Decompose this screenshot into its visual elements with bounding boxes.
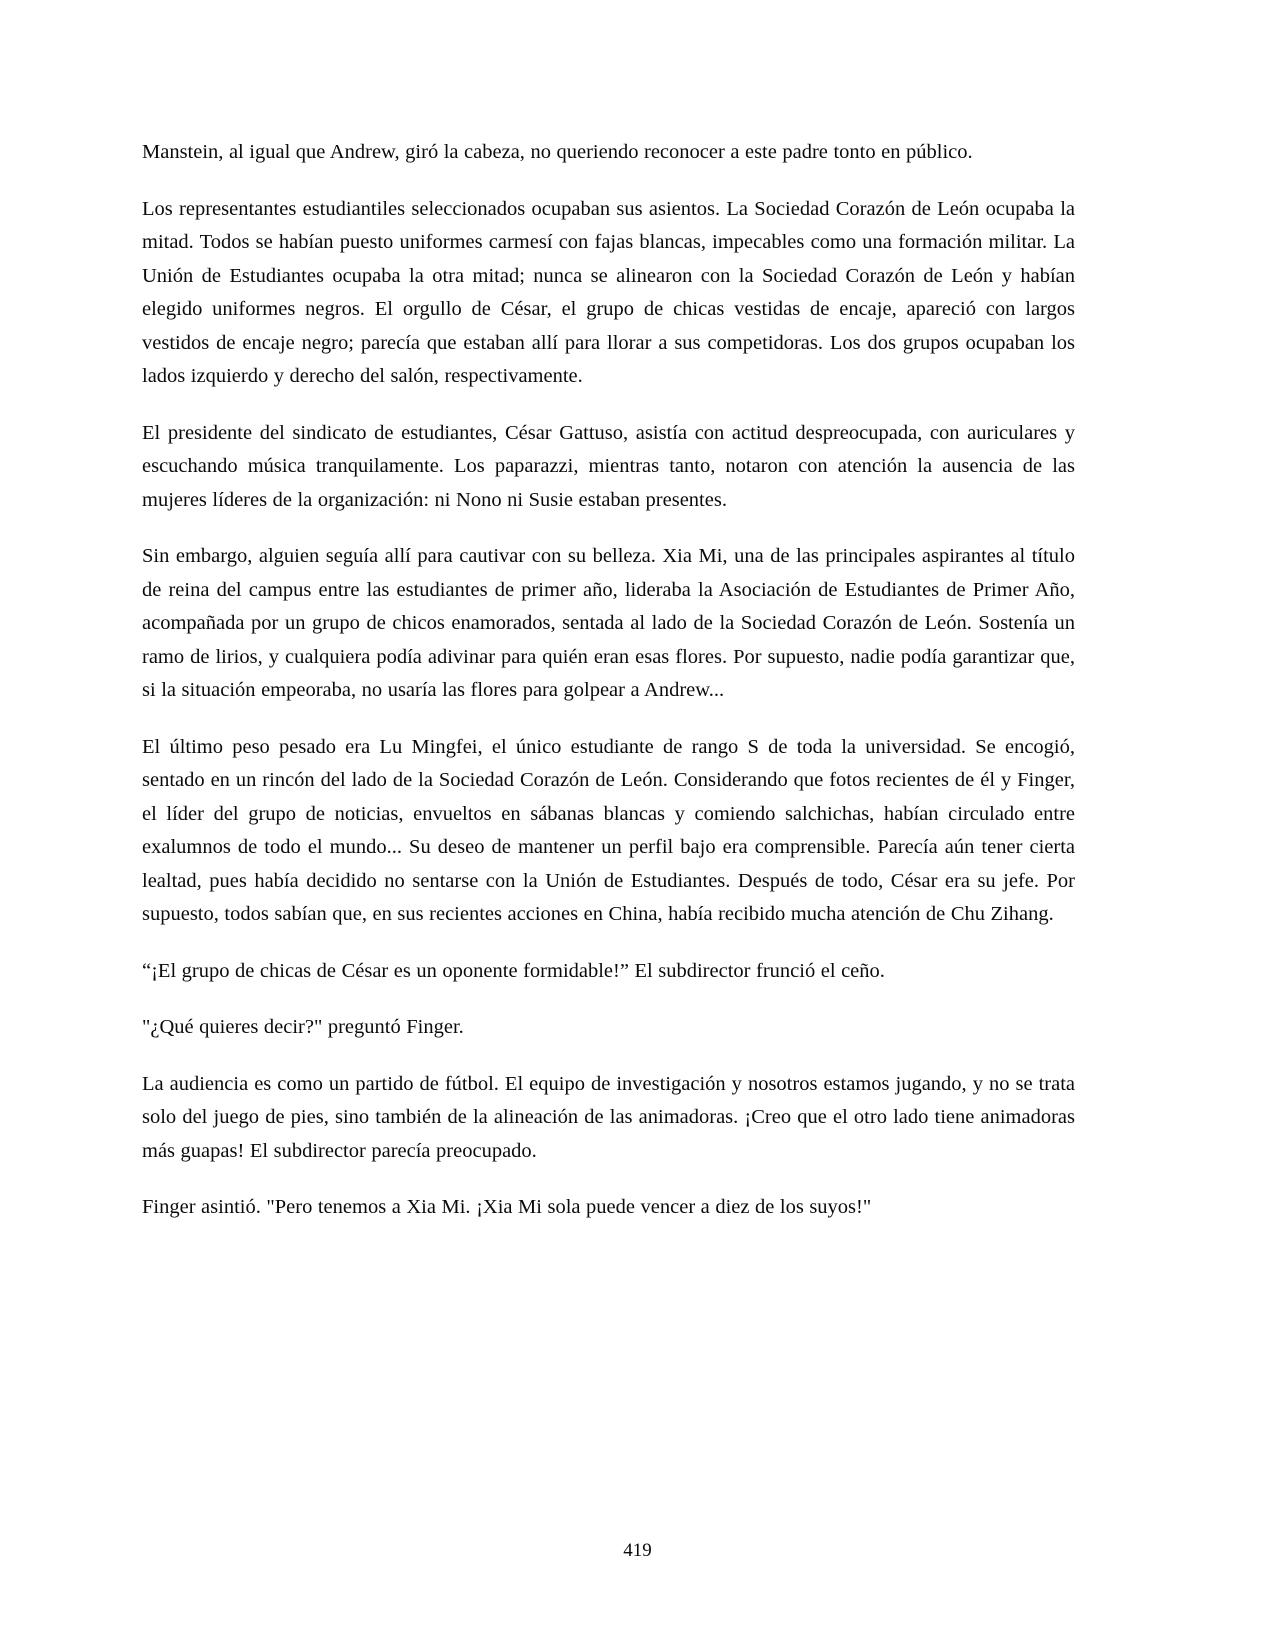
paragraph: La audiencia es como un partido de fútbol. El equipo de investigación y nosotros estamos jugando, y no se trata solo del juego de pies, sino también de la alineación de las animadoras. ¡Creo que el otro lado tiene animadoras más guapas! El subdirector parecía preocupado.	[142, 1072, 1075, 1162]
paragraph-dialogue: Finger asintió. "Pero tenemos a Xia Mi. ¡Xia Mi sola puede vencer a diez de los suyos!"	[142, 1196, 872, 1218]
paragraph: El último peso pesado era Lu Mingfei, el único estudiante de rango S de toda la universidad. Se encogió, sentado en un rincón del lado de la Sociedad Corazón de León. Considerando que fotos recientes de él y Finger, el líder del grupo de noticias, envueltos en sábanas blancas y comiendo salchichas, habían circulado entre exalumnos de todo el mundo... Su deseo de mantener un perfil bajo era comprensible. Parecía aún tener cierta lealtad, pues había decidido no sentarse con la Unión de Estudiantes. Después de todo, César era su jefe. Por supuesto, todos sabían que, en sus recientes acciones en China, había recibido mucha atención de Chu Zihang.	[142, 735, 1075, 925]
paragraph-dialogue: “¡El grupo de chicas de César es un oponente formidable!” El subdirector frunció el ceño.	[142, 959, 885, 982]
paragraph: Sin embargo, alguien seguía allí para cautivar con su belleza. Xia Mi, una de las principales aspirantes al título de reina del campus entre las estudiantes de primer año, lideraba la Asociación de Estudiantes de Primer Año, acompañada por un grupo de chicos enamorados, sentada al lado de la Sociedad Corazón de León. Sostenía un ramo de lirios, y cualquiera podía adivinar para quién eran esas flores. Por supuesto, nadie podía garantizar que, si la situación empeoraba, no usaría las flores para golpear a Andrew...	[142, 545, 1075, 701]
paragraph: El presidente del sindicato de estudiantes, César Gattuso, asistía con actitud despreocupada, con auriculares y escuchando música tranquilamente. Los paparazzi, mientras tanto, notaron con atención la ausencia de las mujeres líderes de la organización: ni Nono ni Susie estaban presentes.	[142, 421, 1075, 511]
paragraph-dialogue: "¿Qué quieres decir?" preguntó Finger.	[142, 1016, 464, 1038]
paragraph: Manstein, al igual que Andrew, giró la cabeza, no queriendo reconocer a este padre tonto en público.	[142, 141, 973, 163]
paragraph: Los representantes estudiantiles seleccionados ocupaban sus asientos. La Sociedad Corazón de León ocupaba la mitad. Todos se habían puesto uniformes carmesí con fajas blancas, impecables como una formación militar. La Unión de Estudiantes ocupaba la otra mitad; nunca se alinearon con la Sociedad Corazón de León y habían elegido uniformes negros. El orgullo de César, el grupo de chicas vestidas de encaje, apareció con largos vestidos de encaje negro; parecía que estaban allí para llorar a sus competidoras. Los dos grupos ocupaban los lados izquierdo y derecho del salón, respectivamente.	[142, 197, 1075, 387]
page-number: 419	[623, 1540, 652, 1561]
page-body-text	[142, 136, 1075, 1225]
